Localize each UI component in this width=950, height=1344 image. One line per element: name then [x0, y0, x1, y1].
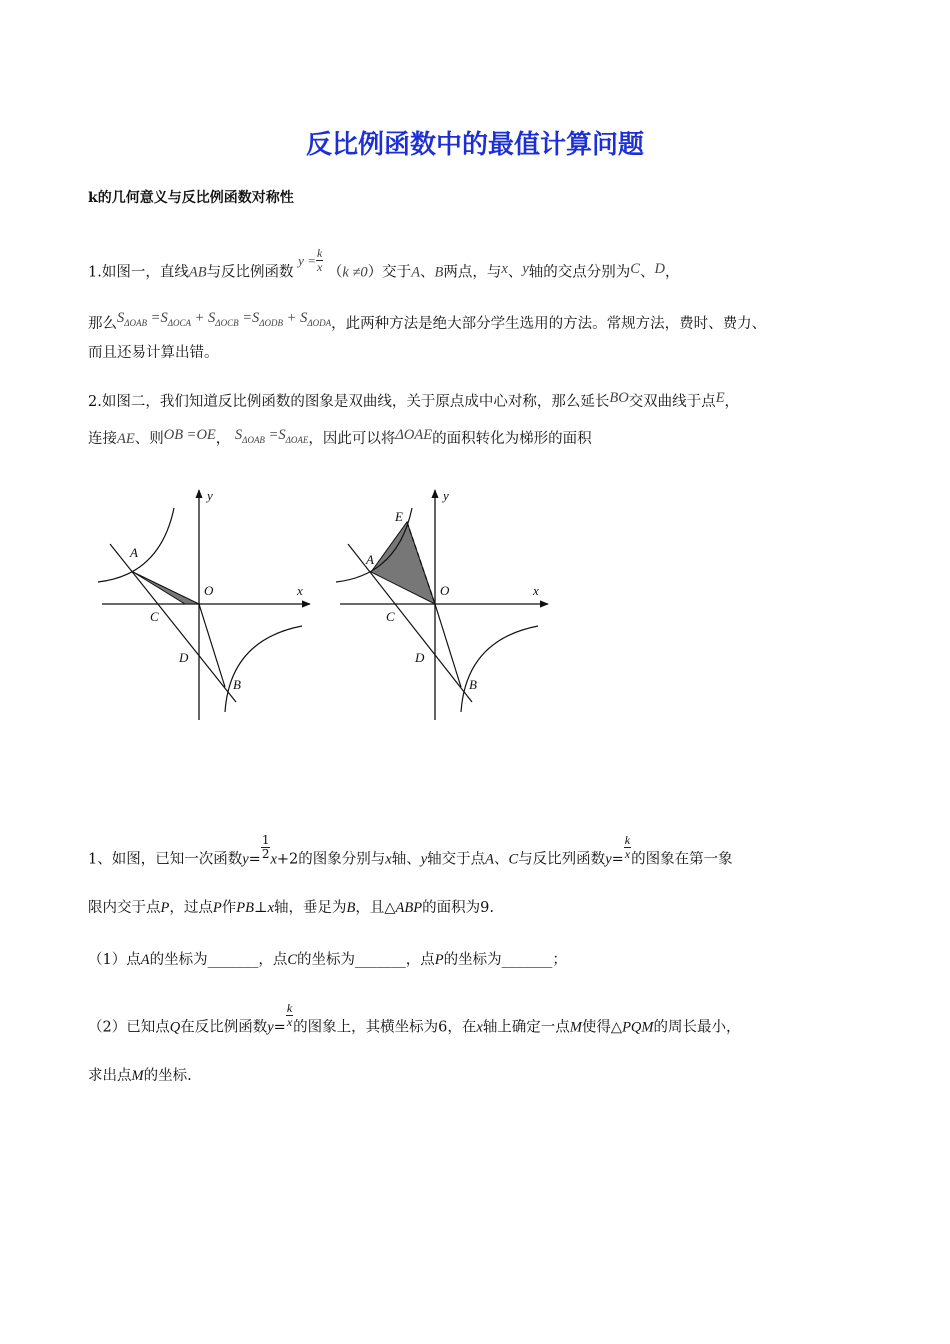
- label-b: B: [469, 677, 477, 692]
- label-c: C: [150, 609, 159, 624]
- section-subheading: k的几何意义与反比例函数对称性: [88, 190, 294, 206]
- label-y: y: [443, 488, 449, 503]
- paragraph-1-line-3: 而且还易计算出错。: [88, 345, 219, 361]
- hyperbola-branch-lower-right: [225, 626, 302, 712]
- segment-ob: [435, 604, 461, 687]
- label-a: A: [366, 552, 374, 567]
- shaded-triangle-oab: [133, 572, 199, 604]
- question-1-part-2-line-1: （2）已知点Q在反比例函数y= $\frac{k}{x}$ 的图象上，其横坐标为6，在x轴上确定一点M使得△PQM的周长最小，: [88, 1001, 741, 1036]
- paragraph-1-line-1: 1.如图一，直线AB与反比例函数 y = $\frac{k}{x}$ （k ≠0）交于A、B两点，与x、y轴的交点分别为C、D，: [88, 246, 680, 281]
- label-a: A: [130, 545, 138, 560]
- label-c: C: [386, 609, 395, 624]
- label-o: O: [204, 583, 214, 598]
- segment-ob: [199, 604, 225, 687]
- hyperbola-branch-lower-right: [461, 626, 538, 712]
- label-b: B: [233, 677, 241, 692]
- figure-two: [328, 480, 558, 730]
- label-o: O: [440, 583, 450, 598]
- paragraph-1-line-2: 那么$S_{\Delta OAB} =S_{\Delta OCA} + S_{\Delta OCB} =S_{\Delta ODB} + S_{\Delta ODA}$，此两种方法是绝大部分学生选用的方法。常规方法，费时、费力、: [88, 310, 767, 332]
- question-1-line-1: 1、如图，已知一次函数y= $\frac{1}{2}$ x+2的图象分别与x轴、y轴交于点A、C与反比列函数y= $\frac{k}{x}$ 的图象在第一象: [88, 833, 733, 868]
- label-y: y: [207, 488, 213, 503]
- label-x: x: [533, 583, 539, 598]
- line-ab: [110, 544, 236, 702]
- figure-one: [90, 480, 320, 730]
- one-half-fraction: $\frac{1}{2}$: [261, 833, 270, 861]
- symmetry-formula: $S_{\Delta OAB} =S_{\Delta OAE}$: [234, 427, 309, 445]
- question-1-line-2: 限内交于点P，过点P作PB⊥x轴，垂足为B，且△ABP的面积为9.: [88, 900, 494, 916]
- paragraph-2-line-1: 2.如图二，我们知道反比例函数的图象是双曲线，关于原点成中心对称，那么延长BO交双曲线于点E，: [88, 390, 740, 410]
- label-e: E: [395, 509, 403, 524]
- question-1-part-1: （1）点A的坐标为_______，点C的坐标为_______，点P的坐标为_______；: [88, 952, 567, 968]
- label-x: x: [297, 583, 303, 598]
- question-1-part-2-line-2: 求出点M的坐标.: [88, 1068, 192, 1084]
- k-over-x-fraction: $\frac{k}{x}$: [624, 833, 631, 861]
- page-title: 反比例函数中的最值计算问题: [305, 130, 644, 160]
- k-over-x-fraction: $\frac{k}{x}$: [286, 1001, 293, 1029]
- k-over-x-fraction: $\frac{k}{x}$: [316, 246, 323, 274]
- paragraph-2-line-2: 连接AE、则OB =OE， $S_{\Delta OAB} =S_{\Delta OAE}$，因此可以将ΔOAE的面积转化为梯形的面积: [88, 427, 592, 447]
- label-d: D: [415, 650, 425, 665]
- area-formula: $S_{\Delta OAB} =S_{\Delta OCA} + S_{\Delta OCB} =S_{\Delta ODB} + S_{\Delta ODA}$: [117, 310, 332, 328]
- label-d: D: [179, 650, 189, 665]
